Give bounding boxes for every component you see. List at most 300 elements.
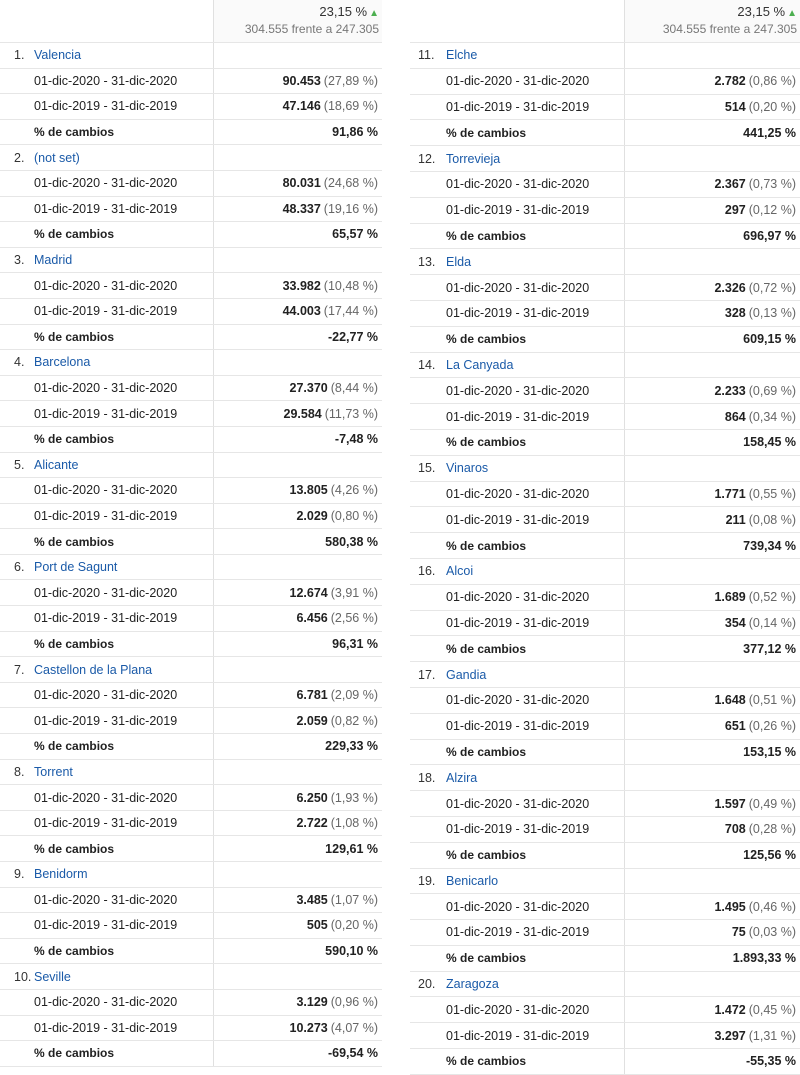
- label-cell: [410, 611, 625, 636]
- city-row[interactable]: [0, 964, 382, 990]
- sessions-value: 6.456: [296, 611, 328, 626]
- period-row-current: [0, 888, 382, 914]
- header-label-cell: [0, 0, 214, 42]
- value-cell: [625, 714, 800, 739]
- period-label: 01-dic-2020 - 31-dic-2020: [34, 892, 178, 907]
- change-row: [0, 427, 382, 453]
- sessions-value: 514: [724, 99, 746, 114]
- label-cell: [0, 606, 214, 631]
- sessions-value: 354: [724, 615, 746, 630]
- label-cell: [410, 327, 625, 352]
- city-row[interactable]: [0, 453, 382, 479]
- change-label: % de cambios: [446, 744, 527, 759]
- period-row-current: [410, 997, 800, 1023]
- period-label: 01-dic-2020 - 31-dic-2020: [446, 177, 590, 192]
- sessions-value: 2.326: [714, 280, 746, 295]
- period-label: 01-dic-2020 - 31-dic-2020: [446, 899, 590, 914]
- period-label: 01-dic-2019 - 31-dic-2019: [34, 918, 178, 933]
- value-cell: [214, 529, 382, 554]
- period-label: 01-dic-2019 - 31-dic-2019: [34, 508, 178, 523]
- city-link[interactable]: Valencia: [34, 48, 82, 63]
- label-cell: [410, 740, 625, 765]
- value-cell: [214, 120, 382, 145]
- label-cell: [410, 482, 625, 507]
- period-row-previous: [410, 611, 800, 637]
- change-label: % de cambios: [446, 538, 527, 553]
- period-label: 01-dic-2020 - 31-dic-2020: [446, 693, 590, 708]
- sessions-share: (0,86 %): [748, 74, 796, 89]
- change-row: [410, 636, 800, 662]
- label-cell: [410, 636, 625, 661]
- rank: 2.: [14, 150, 25, 165]
- label-cell: [0, 299, 214, 324]
- period-label: 01-dic-2019 - 31-dic-2019: [446, 1028, 590, 1043]
- city-link[interactable]: La Canyada: [446, 357, 514, 372]
- change-value: 125,56 %: [743, 848, 796, 863]
- period-label: 01-dic-2020 - 31-dic-2020: [446, 796, 590, 811]
- change-row: [0, 325, 382, 351]
- change-label: % de cambios: [34, 227, 115, 242]
- value-cell: [214, 325, 382, 350]
- value-cell: [625, 662, 800, 687]
- value-cell: [625, 146, 800, 171]
- value-cell: [625, 817, 800, 842]
- sessions-value: 1.771: [714, 486, 746, 501]
- period-label: 01-dic-2019 - 31-dic-2019: [34, 713, 178, 728]
- value-cell: [214, 427, 382, 452]
- period-label: 01-dic-2020 - 31-dic-2020: [34, 381, 178, 396]
- sessions-share: (0,69 %): [748, 383, 796, 398]
- sessions-value: 708: [724, 822, 746, 837]
- rank: 15.: [418, 461, 436, 476]
- period-row-previous: [0, 299, 382, 325]
- city-row[interactable]: [410, 456, 800, 482]
- city-link[interactable]: Port de Sagunt: [34, 560, 118, 575]
- sessions-share: (3,91 %): [330, 585, 378, 600]
- rank: 8.: [14, 764, 25, 779]
- city-link[interactable]: Madrid: [34, 253, 73, 268]
- value-cell: [214, 171, 382, 196]
- period-label: 01-dic-2019 - 31-dic-2019: [446, 99, 590, 114]
- change-label: % de cambios: [446, 125, 527, 140]
- city-link[interactable]: Barcelona: [34, 355, 91, 370]
- sessions-value: 47.146: [282, 99, 321, 114]
- period-label: 01-dic-2019 - 31-dic-2019: [34, 611, 178, 626]
- sessions-share: (0,14 %): [748, 615, 796, 630]
- period-row-previous: [0, 504, 382, 530]
- change-label: % de cambios: [34, 534, 115, 549]
- change-label: % de cambios: [34, 841, 115, 856]
- rank: 11.: [418, 48, 435, 63]
- rank: 6.: [14, 560, 25, 575]
- label-cell: [0, 69, 214, 94]
- value-cell: [625, 378, 800, 403]
- sessions-value: 2.782: [714, 74, 746, 89]
- sessions-value: 2.233: [714, 383, 746, 398]
- change-value: 609,15 %: [743, 332, 796, 347]
- change-row: [410, 843, 800, 869]
- table-header: [0, 0, 382, 43]
- period-label: 01-dic-2020 - 31-dic-2020: [34, 73, 178, 88]
- period-label: 01-dic-2020 - 31-dic-2020: [446, 486, 590, 501]
- sessions-value: 864: [724, 409, 746, 424]
- change-row: [0, 734, 382, 760]
- period-label: 01-dic-2019 - 31-dic-2019: [446, 719, 590, 734]
- period-row-previous: [0, 811, 382, 837]
- label-cell: [0, 1016, 214, 1041]
- label-cell: [410, 714, 625, 739]
- sessions-share: (4,26 %): [330, 483, 378, 498]
- value-cell: [214, 222, 382, 247]
- value-cell: [625, 585, 800, 610]
- change-value: -55,35 %: [745, 1054, 796, 1069]
- rank: 1.: [14, 48, 25, 63]
- city-row[interactable]: [410, 972, 800, 998]
- period-label: 01-dic-2019 - 31-dic-2019: [446, 409, 590, 424]
- period-row-current: [410, 172, 800, 198]
- change-value: 696,97 %: [743, 228, 796, 243]
- value-cell: [214, 478, 382, 503]
- period-row-previous: [0, 606, 382, 632]
- period-row-previous: [0, 1016, 382, 1042]
- label-cell: [0, 683, 214, 708]
- sessions-share: (0,13 %): [748, 306, 796, 321]
- city-row[interactable]: [410, 869, 800, 895]
- sessions-value: 3.485: [296, 892, 328, 907]
- sessions-share: (24,68 %): [323, 176, 378, 191]
- label-cell: [410, 301, 625, 326]
- period-row-current: [410, 688, 800, 714]
- change-value: 91,86 %: [332, 125, 378, 140]
- label-cell: [0, 1041, 214, 1066]
- value-cell: [214, 836, 382, 861]
- city-row[interactable]: [410, 559, 800, 585]
- value-cell: [214, 888, 382, 913]
- value-cell: [625, 456, 800, 481]
- change-value: -22,77 %: [327, 329, 378, 344]
- value-cell: [625, 172, 800, 197]
- value-cell: [625, 533, 800, 558]
- label-cell: [410, 430, 625, 455]
- city-link[interactable]: Benicarlo: [446, 873, 499, 888]
- city-link[interactable]: Castellon de la Plana: [34, 662, 153, 677]
- label-cell: [410, 559, 625, 584]
- rank: 17.: [418, 667, 436, 682]
- city-row[interactable]: [410, 249, 800, 275]
- value-cell: [625, 997, 800, 1022]
- city-row[interactable]: [0, 657, 382, 683]
- label-cell: [410, 688, 625, 713]
- rank: 13.: [418, 254, 436, 269]
- city-link[interactable]: Benidorm: [34, 867, 88, 882]
- sessions-value: 1.689: [714, 590, 746, 605]
- sessions-value: 10.273: [289, 1020, 328, 1035]
- sessions-value: 75: [731, 925, 746, 940]
- change-row: [410, 120, 800, 146]
- value-cell: [214, 43, 382, 68]
- label-cell: [410, 378, 625, 403]
- sessions-value: 1.495: [714, 899, 746, 914]
- city-row[interactable]: [0, 760, 382, 786]
- city-link[interactable]: Torrent: [34, 764, 73, 779]
- value-cell: [625, 740, 800, 765]
- period-row-current: [410, 585, 800, 611]
- value-cell: [214, 785, 382, 810]
- period-row-current: [0, 171, 382, 197]
- value-cell: [625, 95, 800, 120]
- change-label: % de cambios: [446, 228, 527, 243]
- sessions-value: 1.648: [714, 693, 746, 708]
- sessions-value: 3.297: [714, 1028, 746, 1043]
- city-link[interactable]: Alzira: [446, 770, 478, 785]
- value-cell: [625, 894, 800, 919]
- city-link[interactable]: Gandia: [446, 667, 487, 682]
- sessions-value: 651: [724, 719, 746, 734]
- period-label: 01-dic-2020 - 31-dic-2020: [34, 585, 178, 600]
- sessions-share: (0,28 %): [748, 822, 796, 837]
- period-row-current: [0, 785, 382, 811]
- header-label-cell: [410, 0, 625, 42]
- label-cell: [0, 222, 214, 247]
- label-cell: [0, 94, 214, 119]
- period-row-previous: [410, 301, 800, 327]
- rank: 7.: [14, 662, 25, 677]
- value-cell: [214, 632, 382, 657]
- label-cell: [0, 427, 214, 452]
- period-label: 01-dic-2020 - 31-dic-2020: [34, 790, 178, 805]
- label-cell: [410, 43, 625, 68]
- label-cell: [410, 146, 625, 171]
- label-cell: [0, 811, 214, 836]
- period-row-previous: [0, 94, 382, 120]
- city-row[interactable]: [410, 146, 800, 172]
- label-cell: [0, 555, 214, 580]
- value-cell: [214, 990, 382, 1015]
- period-label: 01-dic-2019 - 31-dic-2019: [446, 512, 590, 527]
- change-value: 65,57 %: [332, 227, 378, 242]
- sessions-share: (17,44 %): [323, 304, 378, 319]
- change-row: [410, 533, 800, 559]
- city-row[interactable]: [410, 765, 800, 791]
- value-cell: [214, 708, 382, 733]
- sessions-value: 2.722: [296, 816, 328, 831]
- value-cell: [214, 683, 382, 708]
- label-cell: [410, 972, 625, 997]
- sessions-value: 29.584: [283, 406, 322, 421]
- city-link[interactable]: Vinaros: [446, 461, 489, 476]
- change-row: [410, 740, 800, 766]
- sessions-value: 6.781: [296, 688, 328, 703]
- period-label: 01-dic-2020 - 31-dic-2020: [446, 280, 590, 295]
- value-cell: [625, 791, 800, 816]
- value-cell: [214, 913, 382, 938]
- sessions-share: (0,52 %): [748, 590, 796, 605]
- city-link[interactable]: Seville: [34, 969, 71, 984]
- value-cell: [625, 1049, 800, 1074]
- label-cell: [410, 920, 625, 945]
- sessions-share: (0,08 %): [748, 512, 796, 527]
- value-cell: [625, 843, 800, 868]
- sessions-share: (1,08 %): [330, 816, 378, 831]
- header-total-cell: [214, 0, 382, 42]
- value-cell: [214, 145, 382, 170]
- value-cell: [625, 688, 800, 713]
- change-label: % de cambios: [446, 1054, 527, 1069]
- city-link[interactable]: Alicante: [34, 457, 79, 472]
- value-cell: [214, 273, 382, 298]
- label-cell: [410, 585, 625, 610]
- change-row: [0, 1041, 382, 1067]
- label-cell: [0, 862, 214, 887]
- period-label: 01-dic-2020 - 31-dic-2020: [34, 483, 178, 498]
- label-cell: [0, 939, 214, 964]
- period-label: 01-dic-2019 - 31-dic-2019: [34, 201, 178, 216]
- sessions-share: (0,80 %): [330, 508, 378, 523]
- label-cell: [0, 120, 214, 145]
- period-row-current: [410, 69, 800, 95]
- change-value: 377,12 %: [743, 641, 796, 656]
- up-arrow-icon: ▲: [369, 8, 379, 19]
- label-cell: [410, 662, 625, 687]
- period-label: 01-dic-2020 - 31-dic-2020: [34, 688, 178, 703]
- sessions-share: (1,93 %): [330, 790, 378, 805]
- period-label: 01-dic-2019 - 31-dic-2019: [34, 406, 178, 421]
- rank: 4.: [14, 355, 25, 370]
- value-cell: [214, 657, 382, 682]
- label-cell: [410, 120, 625, 145]
- label-cell: [410, 869, 625, 894]
- label-cell: [0, 632, 214, 657]
- sessions-share: (0,96 %): [330, 995, 378, 1010]
- label-cell: [0, 325, 214, 350]
- change-label: % de cambios: [446, 641, 527, 656]
- rank: 10.: [14, 969, 32, 984]
- label-cell: [410, 353, 625, 378]
- city-row[interactable]: [0, 555, 382, 581]
- value-cell: [625, 275, 800, 300]
- period-label: 01-dic-2019 - 31-dic-2019: [34, 99, 178, 114]
- sessions-value: 1.472: [714, 1002, 746, 1017]
- left-table: [0, 0, 382, 1067]
- change-label: % de cambios: [446, 848, 527, 863]
- period-row-previous: [410, 507, 800, 533]
- sessions-value: 297: [724, 203, 746, 218]
- sessions-share: (0,45 %): [748, 1002, 796, 1017]
- city-link[interactable]: Elche: [446, 48, 478, 63]
- period-row-previous: [410, 95, 800, 121]
- change-row: [0, 529, 382, 555]
- sessions-value: 2.367: [714, 177, 746, 192]
- sessions-share: (0,12 %): [748, 203, 796, 218]
- change-label: % de cambios: [34, 944, 115, 959]
- period-label: 01-dic-2019 - 31-dic-2019: [34, 304, 178, 319]
- value-cell: [214, 811, 382, 836]
- change-row: [0, 120, 382, 146]
- label-cell: [0, 836, 214, 861]
- city-link[interactable]: Zaragoza: [446, 977, 499, 992]
- city-row[interactable]: [0, 248, 382, 274]
- city-row[interactable]: [410, 662, 800, 688]
- label-cell: [0, 401, 214, 426]
- rank: 14.: [418, 357, 436, 372]
- change-value: 739,34 %: [743, 538, 796, 553]
- city-row[interactable]: [0, 350, 382, 376]
- change-label: % de cambios: [34, 739, 115, 754]
- value-cell: [214, 376, 382, 401]
- city-link[interactable]: Elda: [446, 254, 472, 269]
- change-row: [410, 430, 800, 456]
- value-cell: [214, 939, 382, 964]
- sessions-share: (0,82 %): [330, 713, 378, 728]
- value-cell: [625, 301, 800, 326]
- city-link[interactable]: (not set): [34, 150, 80, 165]
- label-cell: [0, 478, 214, 503]
- value-cell: [214, 453, 382, 478]
- city-row[interactable]: [0, 145, 382, 171]
- period-label: 01-dic-2020 - 31-dic-2020: [446, 74, 590, 89]
- city-row[interactable]: [0, 862, 382, 888]
- label-cell: [410, 456, 625, 481]
- value-cell: [625, 972, 800, 997]
- label-cell: [0, 734, 214, 759]
- change-label: % de cambios: [34, 125, 115, 140]
- city-row[interactable]: [410, 43, 800, 69]
- value-cell: [214, 248, 382, 273]
- sessions-share: (10,48 %): [323, 278, 378, 293]
- value-cell: [214, 862, 382, 887]
- change-row: [0, 222, 382, 248]
- table-body: [410, 43, 800, 1075]
- period-row-current: [0, 683, 382, 709]
- value-cell: [625, 920, 800, 945]
- city-row[interactable]: [0, 43, 382, 69]
- value-cell: [214, 734, 382, 759]
- label-cell: [410, 404, 625, 429]
- city-link[interactable]: Alcoi: [446, 564, 474, 579]
- value-cell: [625, 765, 800, 790]
- label-cell: [410, 1049, 625, 1074]
- value-cell: [625, 482, 800, 507]
- value-cell: [625, 198, 800, 223]
- label-cell: [0, 43, 214, 68]
- period-label: 01-dic-2020 - 31-dic-2020: [34, 176, 178, 191]
- change-value: 229,33 %: [325, 739, 378, 754]
- change-value: 441,25 %: [743, 125, 796, 140]
- rank: 5.: [14, 457, 25, 472]
- sessions-value: 90.453: [282, 73, 321, 88]
- label-cell: [0, 273, 214, 298]
- rank: 16.: [418, 564, 436, 579]
- label-cell: [410, 843, 625, 868]
- sessions-value: 27.370: [289, 381, 328, 396]
- change-row: [0, 939, 382, 965]
- city-link[interactable]: Torrevieja: [446, 151, 501, 166]
- sessions-share: (27,89 %): [323, 73, 378, 88]
- label-cell: [410, 275, 625, 300]
- change-label: % de cambios: [34, 329, 115, 344]
- sessions-share: (0,73 %): [748, 177, 796, 192]
- period-row-previous: [0, 913, 382, 939]
- period-row-current: [0, 478, 382, 504]
- sessions-share: (0,03 %): [748, 925, 796, 940]
- value-cell: [625, 353, 800, 378]
- city-row[interactable]: [410, 353, 800, 379]
- label-cell: [0, 376, 214, 401]
- value-cell: [214, 580, 382, 605]
- sessions-share: (2,56 %): [330, 611, 378, 626]
- value-cell: [625, 43, 800, 68]
- period-row-current: [410, 482, 800, 508]
